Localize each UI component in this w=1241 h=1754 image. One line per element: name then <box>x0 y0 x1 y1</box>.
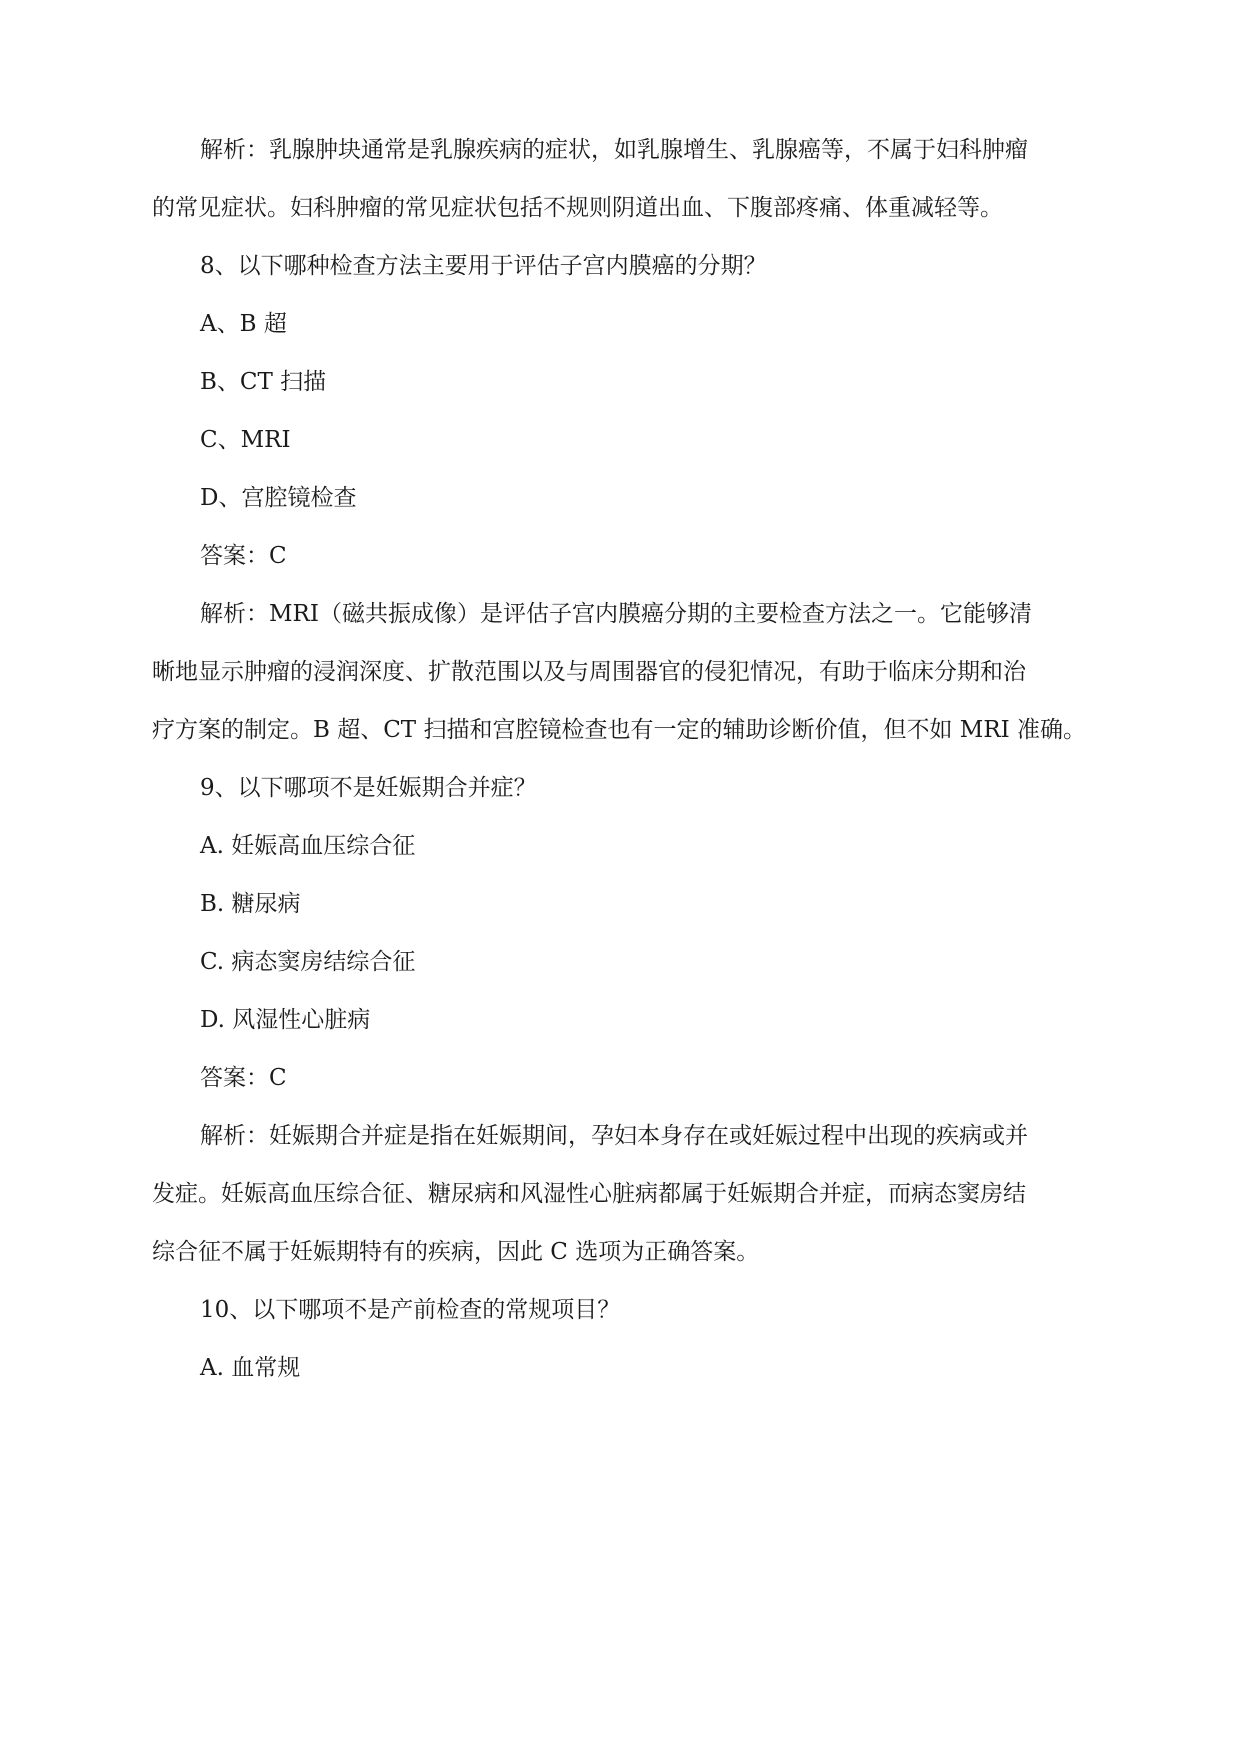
q9-option-d: D. 风湿性心脏病 <box>200 1007 371 1033</box>
q7-explanation-line-1: 解析：乳腺肿块通常是乳腺疾病的症状，如乳腺增生、乳腺癌等，不属于妇科肿瘤 <box>200 137 1028 163</box>
q8-explanation-line-3: 疗方案的制定。B 超、CT 扫描和宫腔镜检查也有一定的辅助诊断价值，但不如 MRI 准确。 <box>152 717 1087 743</box>
q7-explanation-line-2: 的常见症状。妇科肿瘤的常见症状包括不规则阴道出血、下腹部疼痛、体重减轻等。 <box>152 195 1003 221</box>
q9-option-a: A. 妊娠高血压综合征 <box>200 833 416 859</box>
q8-question: 8、以下哪种检查方法主要用于评估子宫内膜癌的分期？ <box>200 253 767 279</box>
q8-option-d: D、宫腔镜检查 <box>200 485 357 511</box>
q9-answer: 答案：C <box>200 1065 287 1091</box>
q9-explanation-line-2: 发症。妊娠高血压综合征、糖尿病和风湿性心脏病都属于妊娠期合并症，而病态窦房结 <box>152 1181 1026 1207</box>
q10-question: 10、以下哪项不是产前检查的常规项目？ <box>200 1297 621 1323</box>
q8-option-a: A、B 超 <box>200 311 287 337</box>
q10-option-a: A. 血常规 <box>200 1355 301 1381</box>
q9-question: 9、以下哪项不是妊娠期合并症？ <box>200 775 537 801</box>
q9-explanation-line-1: 解析：妊娠期合并症是指在妊娠期间，孕妇本身存在或妊娠过程中出现的疾病或并 <box>200 1123 1028 1149</box>
q9-explanation-line-3: 综合征不属于妊娠期特有的疾病，因此 C 选项为正确答案。 <box>152 1239 760 1265</box>
q8-option-b: B、CT 扫描 <box>200 369 327 395</box>
q8-explanation-line-2: 晰地显示肿瘤的浸润深度、扩散范围以及与周围器官的侵犯情况，有助于临床分期和治 <box>152 659 1026 685</box>
q8-option-c: C、MRI <box>200 427 291 453</box>
q8-answer: 答案：C <box>200 543 287 569</box>
q9-option-c: C. 病态窦房结综合征 <box>200 949 416 975</box>
q9-option-b: B. 糖尿病 <box>200 891 301 917</box>
q8-explanation-line-1: 解析：MRI（磁共振成像）是评估子宫内膜癌分期的主要检查方法之一。它能够清 <box>200 601 1032 627</box>
